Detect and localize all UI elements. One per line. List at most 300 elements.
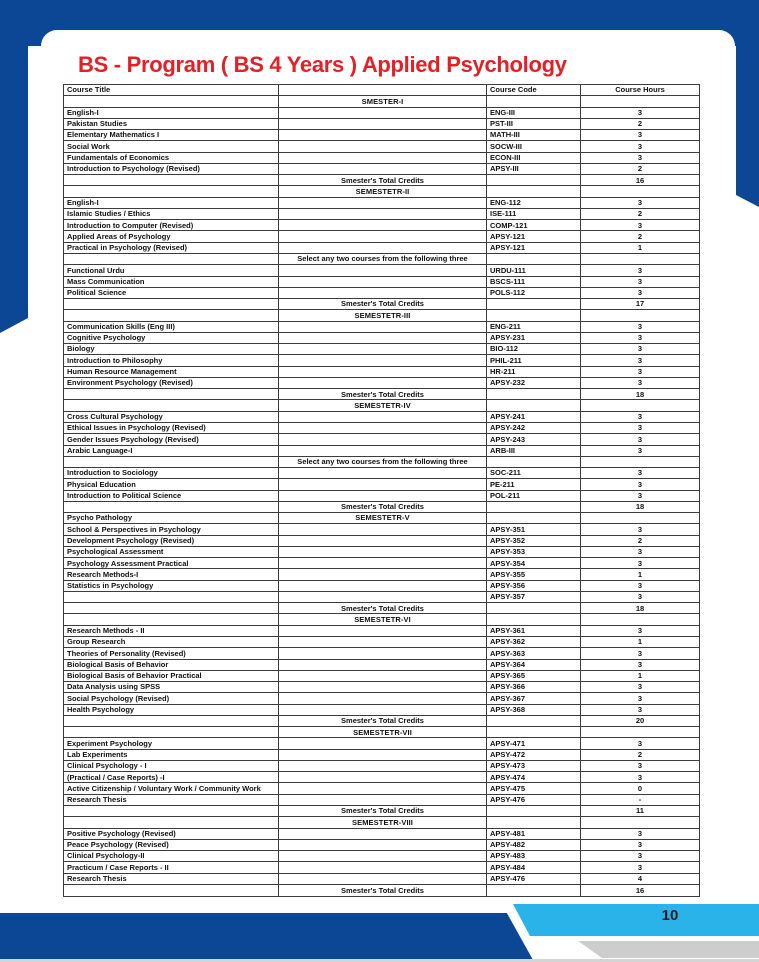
course-row bbox=[64, 321, 700, 332]
course-title-cell: Introduction to Psychology (Revised) bbox=[64, 163, 279, 174]
empty-cell bbox=[64, 253, 279, 264]
course-table bbox=[63, 84, 700, 897]
empty-cell bbox=[64, 884, 279, 896]
course-row bbox=[64, 377, 700, 388]
empty-cell bbox=[279, 490, 487, 501]
course-code-cell: APSY-367 bbox=[487, 693, 581, 704]
course-title-cell: Biological Basis of Behavior Practical bbox=[64, 670, 279, 681]
empty-cell bbox=[279, 141, 487, 152]
empty-cell bbox=[279, 783, 487, 794]
total-row bbox=[64, 175, 700, 186]
course-code-cell: APSY-363 bbox=[487, 648, 581, 659]
empty-cell bbox=[279, 130, 487, 141]
total-row bbox=[64, 806, 700, 817]
total-value-cell: 17 bbox=[581, 299, 700, 310]
empty-cell bbox=[581, 400, 700, 411]
course-title-cell: Active Citizenship / Voluntary Work / Community Work bbox=[64, 783, 279, 794]
course-code-cell: APSY-355 bbox=[487, 569, 581, 580]
course-hours-cell: 3 bbox=[581, 760, 700, 771]
empty-cell bbox=[279, 422, 487, 433]
empty-cell bbox=[487, 299, 581, 310]
course-row bbox=[64, 682, 700, 693]
header-course-hours: Course Hours bbox=[581, 85, 700, 96]
course-row bbox=[64, 546, 700, 557]
empty-cell bbox=[64, 389, 279, 400]
course-title-cell: School & Perspectives in Psychology bbox=[64, 524, 279, 535]
course-code-cell: APSY-481 bbox=[487, 828, 581, 839]
course-code-cell: APSY-471 bbox=[487, 738, 581, 749]
empty-cell bbox=[581, 96, 700, 107]
total-label-cell: Smester's Total Credits bbox=[279, 389, 487, 400]
course-hours-cell: 3 bbox=[581, 682, 700, 693]
course-hours-cell: 3 bbox=[581, 558, 700, 569]
empty-cell bbox=[279, 862, 487, 873]
course-row bbox=[64, 659, 700, 670]
empty-cell bbox=[487, 884, 581, 896]
course-hours-cell: 3 bbox=[581, 220, 700, 231]
course-hours-cell: 2 bbox=[581, 208, 700, 219]
pre-title-cell: Psycho Pathology bbox=[64, 513, 279, 524]
course-row bbox=[64, 693, 700, 704]
course-code-cell: APSY-356 bbox=[487, 580, 581, 591]
course-row bbox=[64, 468, 700, 479]
empty-cell bbox=[279, 648, 487, 659]
course-code-cell: APSY-351 bbox=[487, 524, 581, 535]
semester-label: SEMESTETR-II bbox=[279, 186, 487, 197]
course-code-cell: APSY-365 bbox=[487, 670, 581, 681]
semester-label: SEMESTETR-IV bbox=[279, 400, 487, 411]
course-code-cell: APSY-366 bbox=[487, 682, 581, 693]
course-row bbox=[64, 873, 700, 884]
course-row bbox=[64, 355, 700, 366]
course-code-cell: SOCW-III bbox=[487, 141, 581, 152]
empty-cell bbox=[487, 715, 581, 726]
empty-cell bbox=[487, 400, 581, 411]
total-value-cell: 16 bbox=[581, 175, 700, 186]
course-title-cell: Social Work bbox=[64, 141, 279, 152]
header-course-title: Course Title bbox=[64, 85, 279, 96]
course-title-cell: Development Psychology (Revised) bbox=[64, 535, 279, 546]
course-title-cell: Lab Experiments bbox=[64, 749, 279, 760]
course-code-cell: APSY-484 bbox=[487, 862, 581, 873]
course-code-cell: APSY-368 bbox=[487, 704, 581, 715]
semester-header-row bbox=[64, 727, 700, 738]
course-hours-cell: 3 bbox=[581, 704, 700, 715]
empty-cell bbox=[581, 253, 700, 264]
total-label-cell: Smester's Total Credits bbox=[279, 715, 487, 726]
course-title-cell: Data Analysis using SPSS bbox=[64, 682, 279, 693]
course-row bbox=[64, 152, 700, 163]
course-hours-cell: 3 bbox=[581, 411, 700, 422]
course-hours-cell: 2 bbox=[581, 118, 700, 129]
empty-cell bbox=[279, 828, 487, 839]
course-title-cell: Islamic Studies / Ethics bbox=[64, 208, 279, 219]
course-title-cell: Arabic Language-I bbox=[64, 445, 279, 456]
semester-header-row bbox=[64, 186, 700, 197]
course-code-cell: POLS-112 bbox=[487, 287, 581, 298]
empty-cell bbox=[279, 839, 487, 850]
empty-cell bbox=[581, 186, 700, 197]
empty-cell bbox=[581, 817, 700, 828]
course-title-cell: Functional Urdu bbox=[64, 265, 279, 276]
empty-cell bbox=[279, 208, 487, 219]
course-title-cell bbox=[64, 591, 279, 602]
course-title-cell: Political Science bbox=[64, 287, 279, 298]
course-hours-cell: 3 bbox=[581, 434, 700, 445]
course-row bbox=[64, 490, 700, 501]
course-hours-cell: 3 bbox=[581, 546, 700, 557]
course-row bbox=[64, 738, 700, 749]
course-row bbox=[64, 535, 700, 546]
course-title-cell: Group Research bbox=[64, 637, 279, 648]
select-note-cell: Select any two courses from the following three bbox=[279, 253, 487, 264]
course-title-cell: (Practical / Case Reports) -I bbox=[64, 772, 279, 783]
course-code-cell: URDU-111 bbox=[487, 265, 581, 276]
course-code-cell: APSY-361 bbox=[487, 625, 581, 636]
course-row bbox=[64, 344, 700, 355]
course-title-cell: Practical in Psychology (Revised) bbox=[64, 242, 279, 253]
empty-cell bbox=[279, 287, 487, 298]
course-hours-cell: 3 bbox=[581, 468, 700, 479]
course-hours-cell: 0 bbox=[581, 783, 700, 794]
course-hours-cell: 3 bbox=[581, 580, 700, 591]
empty-cell bbox=[279, 693, 487, 704]
empty-cell bbox=[279, 197, 487, 208]
semester-label: SMESTER-I bbox=[279, 96, 487, 107]
empty-cell bbox=[64, 603, 279, 614]
empty-cell bbox=[279, 625, 487, 636]
course-row bbox=[64, 670, 700, 681]
course-row bbox=[64, 231, 700, 242]
pre-title-cell bbox=[64, 96, 279, 107]
semester-label: SEMESTETR-VIII bbox=[279, 817, 487, 828]
course-row bbox=[64, 704, 700, 715]
course-row bbox=[64, 163, 700, 174]
course-code-cell: APSY-241 bbox=[487, 411, 581, 422]
course-row bbox=[64, 434, 700, 445]
course-hours-cell: 3 bbox=[581, 772, 700, 783]
pre-title-cell bbox=[64, 310, 279, 321]
course-hours-cell: 3 bbox=[581, 107, 700, 118]
course-title-cell: Environment Psychology (Revised) bbox=[64, 377, 279, 388]
course-hours-cell: 3 bbox=[581, 332, 700, 343]
page-number: 10 bbox=[661, 907, 679, 924]
empty-cell bbox=[279, 558, 487, 569]
empty-cell bbox=[487, 96, 581, 107]
course-code-cell: APSY-476 bbox=[487, 794, 581, 805]
course-code-cell: APSY-362 bbox=[487, 637, 581, 648]
course-hours-cell: 3 bbox=[581, 276, 700, 287]
right-accent-strip bbox=[736, 0, 759, 207]
pre-title-cell bbox=[64, 400, 279, 411]
course-row bbox=[64, 828, 700, 839]
course-hours-cell: 3 bbox=[581, 648, 700, 659]
semester-label: SEMESTETR-VII bbox=[279, 727, 487, 738]
course-title-cell: Peace Psychology (Revised) bbox=[64, 839, 279, 850]
course-hours-cell: 2 bbox=[581, 749, 700, 760]
course-hours-cell: 3 bbox=[581, 130, 700, 141]
course-code-cell: POL-211 bbox=[487, 490, 581, 501]
course-row bbox=[64, 208, 700, 219]
course-code-cell: APSY-121 bbox=[487, 242, 581, 253]
course-code-cell: BIO-112 bbox=[487, 344, 581, 355]
empty-cell bbox=[279, 265, 487, 276]
empty-cell bbox=[64, 456, 279, 467]
course-row bbox=[64, 265, 700, 276]
left-accent-strip bbox=[0, 0, 28, 333]
course-title-cell: Introduction to Sociology bbox=[64, 468, 279, 479]
course-code-cell: APSY-482 bbox=[487, 839, 581, 850]
course-row bbox=[64, 862, 700, 873]
pre-title-cell bbox=[64, 186, 279, 197]
course-code-cell: APSY-353 bbox=[487, 546, 581, 557]
empty-cell bbox=[279, 366, 487, 377]
empty-cell bbox=[279, 434, 487, 445]
course-title-cell: Research Thesis bbox=[64, 873, 279, 884]
course-code-cell: MATH-III bbox=[487, 130, 581, 141]
course-title-cell: Elementary Mathematics I bbox=[64, 130, 279, 141]
empty-cell bbox=[279, 445, 487, 456]
course-code-cell: APSY-474 bbox=[487, 772, 581, 783]
course-row bbox=[64, 839, 700, 850]
course-row bbox=[64, 445, 700, 456]
empty-cell bbox=[487, 389, 581, 400]
empty-cell bbox=[487, 513, 581, 524]
total-row bbox=[64, 715, 700, 726]
course-code-cell: ARB-III bbox=[487, 445, 581, 456]
course-code-cell: APSY-364 bbox=[487, 659, 581, 670]
course-hours-cell: 1 bbox=[581, 569, 700, 580]
footer-blue-ribbon bbox=[0, 913, 533, 960]
course-row bbox=[64, 332, 700, 343]
empty-cell bbox=[279, 344, 487, 355]
semester-header-row bbox=[64, 310, 700, 321]
course-title-cell: Fundamentals of Economics bbox=[64, 152, 279, 163]
course-title-cell: Experiment Psychology bbox=[64, 738, 279, 749]
course-row bbox=[64, 411, 700, 422]
course-code-cell: APSY-242 bbox=[487, 422, 581, 433]
empty-cell bbox=[279, 772, 487, 783]
empty-cell bbox=[487, 614, 581, 625]
total-label-cell: Smester's Total Credits bbox=[279, 299, 487, 310]
course-hours-cell: 3 bbox=[581, 851, 700, 862]
total-value-cell: 16 bbox=[581, 884, 700, 896]
course-hours-cell: 2 bbox=[581, 535, 700, 546]
course-code-cell: BSCS-111 bbox=[487, 276, 581, 287]
course-hours-cell: 3 bbox=[581, 445, 700, 456]
course-row bbox=[64, 772, 700, 783]
course-code-cell: APSY-473 bbox=[487, 760, 581, 771]
course-code-cell: ENG-112 bbox=[487, 197, 581, 208]
course-hours-cell: 3 bbox=[581, 693, 700, 704]
course-title-cell: Physical Education bbox=[64, 479, 279, 490]
course-hours-cell: 2 bbox=[581, 231, 700, 242]
course-code-cell: PST-III bbox=[487, 118, 581, 129]
empty-cell bbox=[279, 591, 487, 602]
total-value-cell: 18 bbox=[581, 389, 700, 400]
course-hours-cell: 3 bbox=[581, 490, 700, 501]
empty-cell bbox=[279, 682, 487, 693]
empty-cell bbox=[487, 501, 581, 512]
empty-cell bbox=[581, 727, 700, 738]
course-row bbox=[64, 558, 700, 569]
empty-cell bbox=[279, 637, 487, 648]
course-code-cell: PHIL-211 bbox=[487, 355, 581, 366]
course-hours-cell: 3 bbox=[581, 366, 700, 377]
course-hours-cell: 3 bbox=[581, 377, 700, 388]
course-code-cell: APSY-243 bbox=[487, 434, 581, 445]
empty-cell bbox=[487, 310, 581, 321]
course-row bbox=[64, 366, 700, 377]
empty-cell bbox=[487, 603, 581, 614]
course-code-cell: ENG-III bbox=[487, 107, 581, 118]
course-hours-cell: 3 bbox=[581, 738, 700, 749]
course-hours-cell: 3 bbox=[581, 422, 700, 433]
course-hours-cell: 1 bbox=[581, 242, 700, 253]
course-title-cell: Research Methods - II bbox=[64, 625, 279, 636]
course-row bbox=[64, 524, 700, 535]
header-course-code: Course Code bbox=[487, 85, 581, 96]
empty-cell bbox=[487, 456, 581, 467]
course-title-cell: Practicum / Case Reports - II bbox=[64, 862, 279, 873]
course-code-cell: APSY-232 bbox=[487, 377, 581, 388]
course-row bbox=[64, 760, 700, 771]
course-row bbox=[64, 851, 700, 862]
pre-title-cell bbox=[64, 614, 279, 625]
empty-cell bbox=[64, 501, 279, 512]
total-row bbox=[64, 299, 700, 310]
course-row bbox=[64, 569, 700, 580]
course-hours-cell: 3 bbox=[581, 152, 700, 163]
course-hours-cell: 2 bbox=[581, 163, 700, 174]
course-title-cell: Human Resource Management bbox=[64, 366, 279, 377]
course-row bbox=[64, 749, 700, 760]
empty-cell bbox=[279, 873, 487, 884]
empty-cell bbox=[279, 220, 487, 231]
course-code-cell: ECON-III bbox=[487, 152, 581, 163]
empty-cell bbox=[279, 355, 487, 366]
empty-cell bbox=[64, 715, 279, 726]
course-hours-cell: 3 bbox=[581, 659, 700, 670]
course-row bbox=[64, 637, 700, 648]
course-code-cell: PE-211 bbox=[487, 479, 581, 490]
course-title-cell: Theories of Personality (Revised) bbox=[64, 648, 279, 659]
course-hours-cell: 3 bbox=[581, 862, 700, 873]
empty-cell bbox=[279, 851, 487, 862]
course-hours-cell: - bbox=[581, 794, 700, 805]
empty-cell bbox=[279, 332, 487, 343]
semester-header-row bbox=[64, 96, 700, 107]
course-hours-cell: 3 bbox=[581, 321, 700, 332]
empty-cell bbox=[487, 727, 581, 738]
empty-cell bbox=[279, 377, 487, 388]
course-code-cell: APSY-354 bbox=[487, 558, 581, 569]
empty-cell bbox=[279, 535, 487, 546]
course-hours-cell: 3 bbox=[581, 287, 700, 298]
empty-cell bbox=[279, 321, 487, 332]
course-title-cell: Statistics in Psychology bbox=[64, 580, 279, 591]
course-code-cell: APSY-483 bbox=[487, 851, 581, 862]
empty-cell bbox=[279, 546, 487, 557]
course-title-cell: Ethical Issues in Psychology (Revised) bbox=[64, 422, 279, 433]
course-title-cell: Applied Areas of Psychology bbox=[64, 231, 279, 242]
empty-cell bbox=[581, 310, 700, 321]
course-hours-cell: 3 bbox=[581, 524, 700, 535]
empty-cell bbox=[64, 175, 279, 186]
course-code-cell: APSY-121 bbox=[487, 231, 581, 242]
total-row bbox=[64, 501, 700, 512]
course-title-cell: Psychology Assessment Practical bbox=[64, 558, 279, 569]
total-label-cell: Smester's Total Credits bbox=[279, 603, 487, 614]
course-title-cell: Research Thesis bbox=[64, 794, 279, 805]
select-note-cell: Select any two courses from the following three bbox=[279, 456, 487, 467]
course-title-cell: Biology bbox=[64, 344, 279, 355]
empty-cell bbox=[279, 794, 487, 805]
course-title-cell: Cross Cultural Psychology bbox=[64, 411, 279, 422]
semester-header-row bbox=[64, 614, 700, 625]
course-code-cell: APSY-352 bbox=[487, 535, 581, 546]
course-row bbox=[64, 220, 700, 231]
course-title-cell: Mass Communication bbox=[64, 276, 279, 287]
empty-cell bbox=[279, 749, 487, 760]
course-row bbox=[64, 276, 700, 287]
course-row bbox=[64, 118, 700, 129]
empty-cell bbox=[279, 670, 487, 681]
course-title-cell: Health Psychology bbox=[64, 704, 279, 715]
semester-label: SEMESTETR-III bbox=[279, 310, 487, 321]
empty-cell bbox=[279, 704, 487, 715]
course-hours-cell: 3 bbox=[581, 839, 700, 850]
empty-cell bbox=[279, 580, 487, 591]
empty-cell bbox=[279, 524, 487, 535]
course-code-cell: APSY-472 bbox=[487, 749, 581, 760]
total-label-cell: Smester's Total Credits bbox=[279, 806, 487, 817]
course-code-cell: HR-211 bbox=[487, 366, 581, 377]
empty-cell bbox=[581, 513, 700, 524]
empty-cell bbox=[279, 163, 487, 174]
course-hours-cell: 3 bbox=[581, 141, 700, 152]
semester-label: SEMESTETR-VI bbox=[279, 614, 487, 625]
page-title: BS - Program ( BS 4 Years ) Applied Psychology bbox=[78, 52, 567, 77]
content-card bbox=[41, 30, 735, 910]
total-value-cell: 18 bbox=[581, 603, 700, 614]
empty-cell bbox=[581, 614, 700, 625]
course-title-cell: Pakistan Studies bbox=[64, 118, 279, 129]
course-code-cell: APSY-III bbox=[487, 163, 581, 174]
course-title-cell: Positive Psychology (Revised) bbox=[64, 828, 279, 839]
course-row bbox=[64, 591, 700, 602]
total-value-cell: 11 bbox=[581, 806, 700, 817]
course-hours-cell: 3 bbox=[581, 625, 700, 636]
total-row bbox=[64, 603, 700, 614]
empty-cell bbox=[64, 806, 279, 817]
course-code-cell: APSY-357 bbox=[487, 591, 581, 602]
course-row bbox=[64, 648, 700, 659]
course-code-cell: APSY-476 bbox=[487, 873, 581, 884]
course-title-cell: Social Psychology (Revised) bbox=[64, 693, 279, 704]
course-code-cell: COMP-121 bbox=[487, 220, 581, 231]
course-row bbox=[64, 107, 700, 118]
course-hours-cell: 3 bbox=[581, 591, 700, 602]
course-title-cell: Psychological Assessment bbox=[64, 546, 279, 557]
course-title-cell: Clinical Psychology-II bbox=[64, 851, 279, 862]
empty-cell bbox=[487, 253, 581, 264]
course-row bbox=[64, 580, 700, 591]
course-code-cell: ISE-111 bbox=[487, 208, 581, 219]
course-row bbox=[64, 130, 700, 141]
course-code-cell: APSY-475 bbox=[487, 783, 581, 794]
course-title-cell: Communication Skills (Eng III) bbox=[64, 321, 279, 332]
